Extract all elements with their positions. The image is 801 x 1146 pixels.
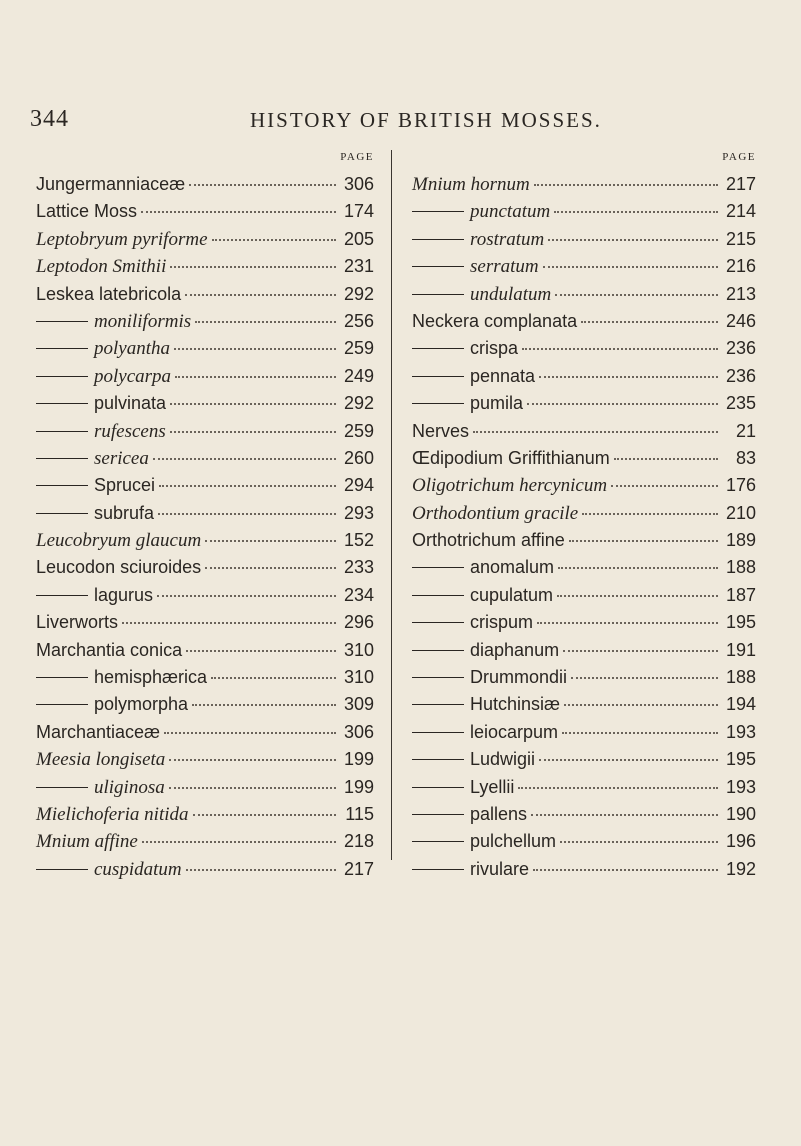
entry-name: undulatum xyxy=(470,283,552,305)
dot-leader xyxy=(189,184,336,186)
ditto-dash xyxy=(36,458,88,459)
entry-name: diaphanum xyxy=(470,639,560,660)
entry-name: Liverworts xyxy=(36,612,119,633)
dot-leader xyxy=(473,431,718,433)
dot-leader xyxy=(555,294,718,296)
ditto-dash xyxy=(36,485,88,486)
dot-leader xyxy=(170,431,336,433)
ditto-dash xyxy=(412,567,464,568)
dot-leader xyxy=(531,814,718,816)
index-entry xyxy=(412,335,756,362)
entry-name: Mnium hornum xyxy=(412,174,530,195)
entry-page-number: 115 xyxy=(345,803,374,824)
dot-leader xyxy=(170,266,336,268)
entry-name: Oligotrichum hercynicum xyxy=(412,475,608,497)
entry-name: Mnium affine xyxy=(36,831,138,853)
index-entry xyxy=(36,281,374,308)
ditto-dash xyxy=(36,321,88,322)
entry-page-number: 234 xyxy=(343,584,374,605)
column-divider xyxy=(391,150,392,860)
entry-name: Ludwigii xyxy=(470,749,536,770)
ditto-dash xyxy=(412,595,464,596)
entry-name: Marchantia conica xyxy=(36,639,183,660)
entry-page-number: 294 xyxy=(343,475,374,496)
dot-leader xyxy=(186,650,336,652)
entry-page-number: 306 xyxy=(343,174,374,194)
entry-page-number: 193 xyxy=(725,721,756,742)
index-entry-list xyxy=(36,171,374,883)
entry-name: crispum xyxy=(470,612,534,633)
dot-leader xyxy=(175,376,336,378)
entry-page-number: 246 xyxy=(725,310,756,331)
entry-name: Meesia longiseta xyxy=(36,749,166,771)
entry-page-number: 296 xyxy=(343,612,374,633)
index-entry xyxy=(412,554,756,581)
entry-name: cuspidatum xyxy=(94,858,182,880)
entry-page-number: 199 xyxy=(343,749,374,770)
entry-page-number: 217 xyxy=(725,174,756,194)
entry-page-number: 293 xyxy=(343,502,374,523)
index-entry xyxy=(36,527,374,554)
ditto-dash xyxy=(36,595,88,596)
dot-leader xyxy=(533,869,718,871)
ditto-dash xyxy=(36,403,88,404)
dot-leader xyxy=(537,622,718,624)
entry-page-number: 195 xyxy=(725,749,756,770)
entry-name: pennata xyxy=(470,365,536,386)
entry-name: punctatum xyxy=(470,201,551,223)
entry-page-number: 210 xyxy=(725,502,756,523)
dot-leader xyxy=(560,841,718,843)
index-entry xyxy=(412,226,756,253)
entry-page-number: 233 xyxy=(343,557,374,578)
dot-leader xyxy=(174,348,336,350)
entry-name: polycarpa xyxy=(94,365,172,387)
index-entry xyxy=(412,253,756,280)
entry-page-number: 152 xyxy=(343,530,374,551)
entry-page-number: 259 xyxy=(343,338,374,359)
index-entry xyxy=(36,418,374,445)
index-column-right xyxy=(412,148,756,883)
entry-page-number: 235 xyxy=(725,393,756,414)
entry-name: serratum xyxy=(470,256,539,278)
dot-leader xyxy=(169,787,336,789)
entry-page-number: 310 xyxy=(343,667,374,688)
entry-page-number: 174 xyxy=(343,201,374,222)
ditto-dash xyxy=(412,266,464,267)
index-entry xyxy=(412,828,756,855)
entry-name: Hutchinsiæ xyxy=(470,694,561,715)
dot-leader xyxy=(557,595,718,597)
index-entry xyxy=(412,472,756,499)
index-entry xyxy=(412,418,756,445)
dot-leader xyxy=(518,787,718,789)
dot-leader xyxy=(212,239,336,241)
dot-leader xyxy=(170,403,336,405)
dot-leader xyxy=(539,759,718,761)
index-entry xyxy=(36,390,374,417)
index-entry xyxy=(36,856,374,883)
index-entry xyxy=(412,719,756,746)
entry-page-number: 188 xyxy=(725,667,756,688)
dot-leader xyxy=(153,458,336,460)
entry-page-number: 249 xyxy=(343,365,374,386)
index-entry xyxy=(36,554,374,581)
index-entry xyxy=(36,472,374,499)
entry-page-number: 259 xyxy=(343,420,374,441)
entry-page-number: 193 xyxy=(725,776,756,797)
index-entry xyxy=(36,637,374,664)
ditto-dash xyxy=(412,841,464,842)
entry-name: Leskea latebricola xyxy=(36,283,182,304)
entry-name: moniliformis xyxy=(94,310,192,332)
dot-leader xyxy=(558,567,718,569)
ditto-dash xyxy=(412,376,464,377)
index-entry xyxy=(36,664,374,691)
ditto-dash xyxy=(412,677,464,678)
ditto-dash xyxy=(412,732,464,733)
entry-name: polyantha xyxy=(94,338,170,360)
index-column-left xyxy=(36,148,374,883)
dot-leader xyxy=(534,184,718,186)
dot-leader xyxy=(185,294,336,296)
ditto-dash xyxy=(412,759,464,760)
entry-name: Drummondii xyxy=(470,667,568,688)
dot-leader xyxy=(205,567,336,569)
index-entry-list xyxy=(412,171,756,883)
index-entry xyxy=(36,363,374,390)
index-entry xyxy=(412,445,756,472)
dot-leader xyxy=(539,376,718,378)
ditto-dash xyxy=(36,677,88,678)
index-entry xyxy=(412,691,756,718)
entry-name: pumila xyxy=(470,393,524,414)
dot-leader xyxy=(186,869,336,871)
entry-name: pulvinata xyxy=(94,393,167,414)
entry-name: leiocarpum xyxy=(470,721,559,742)
dot-leader xyxy=(122,622,336,624)
entry-name: Orthodontium gracile xyxy=(412,502,579,524)
entry-page-number: 195 xyxy=(725,612,756,633)
dot-leader xyxy=(169,759,336,761)
index-entry xyxy=(412,856,756,883)
index-entry xyxy=(412,171,756,198)
index-entry xyxy=(36,828,374,855)
dot-leader xyxy=(562,732,718,734)
entry-page-number: 83 xyxy=(735,447,756,468)
dot-leader xyxy=(141,211,336,213)
entry-name: Œdipodium Griffithianum xyxy=(412,447,610,468)
entry-page-number: 215 xyxy=(725,228,756,249)
entry-name: polymorpha xyxy=(94,694,189,715)
dot-leader xyxy=(543,266,718,268)
ditto-dash xyxy=(36,348,88,349)
index-entry xyxy=(412,801,756,828)
entry-page-number: 187 xyxy=(725,584,756,605)
ditto-dash xyxy=(412,348,464,349)
dot-leader xyxy=(157,595,336,597)
entry-page-number: 190 xyxy=(725,803,756,824)
index-entry xyxy=(412,198,756,225)
dot-leader xyxy=(158,513,336,515)
ditto-dash xyxy=(412,814,464,815)
entry-name: Neckera complanata xyxy=(412,310,578,331)
entry-page-number: 21 xyxy=(735,420,756,441)
dot-leader xyxy=(563,650,718,652)
entry-name: Leucobryum glaucum xyxy=(36,530,202,552)
index-entry xyxy=(36,719,374,746)
index-entry xyxy=(36,253,374,280)
ditto-dash xyxy=(36,376,88,377)
entry-name: Marchantiaceæ xyxy=(36,721,161,742)
index-entry xyxy=(36,171,374,198)
entry-name: Leucodon sciuroides xyxy=(36,557,202,578)
entry-name: sericea xyxy=(94,447,149,469)
entry-name: crispa xyxy=(470,338,519,359)
entry-name: rostratum xyxy=(470,228,545,250)
index-entry xyxy=(412,527,756,554)
entry-page-number: 199 xyxy=(343,776,374,797)
index-entry xyxy=(36,198,374,225)
index-entry xyxy=(412,363,756,390)
index-entry xyxy=(412,637,756,664)
entry-name: lagurus xyxy=(94,584,154,605)
entry-name: anomalum xyxy=(470,557,555,578)
dot-leader xyxy=(554,211,718,213)
dot-leader xyxy=(192,704,336,706)
ditto-dash xyxy=(412,239,464,240)
index-entry xyxy=(412,746,756,773)
running-head xyxy=(0,106,801,136)
page-column-header: PAGE xyxy=(722,151,756,163)
index-entry xyxy=(36,609,374,636)
index-entry xyxy=(412,774,756,801)
index-entry xyxy=(412,664,756,691)
entry-name: pulchellum xyxy=(470,831,557,852)
dot-leader xyxy=(193,814,336,816)
index-entry xyxy=(36,582,374,609)
entry-name: hemisphærica xyxy=(94,667,208,688)
entry-name: pallens xyxy=(470,803,528,824)
entry-page-number: 214 xyxy=(725,201,756,222)
entry-name: Orthotrichum affine xyxy=(412,530,565,551)
index-entry xyxy=(36,691,374,718)
index-entry xyxy=(36,500,374,527)
entry-page-number: 188 xyxy=(725,557,756,578)
dot-leader xyxy=(571,677,718,679)
entry-name: Sprucei xyxy=(94,475,156,496)
page-number: 344 xyxy=(30,106,69,132)
entry-page-number: 292 xyxy=(343,283,374,304)
entry-page-number: 176 xyxy=(725,475,756,496)
entry-name: Nerves xyxy=(412,420,470,441)
entry-page-number: 213 xyxy=(725,283,756,304)
dot-leader xyxy=(564,704,718,706)
entry-name: Lyellii xyxy=(470,776,515,797)
entry-page-number: 216 xyxy=(725,256,756,277)
entry-page-number: 194 xyxy=(725,694,756,715)
index-entry xyxy=(412,390,756,417)
dot-leader xyxy=(522,348,718,350)
entry-page-number: 217 xyxy=(343,858,374,879)
ditto-dash xyxy=(36,787,88,788)
dot-leader xyxy=(159,485,336,487)
dot-leader xyxy=(195,321,336,323)
index-entry xyxy=(412,500,756,527)
page-column-header: PAGE xyxy=(340,151,374,163)
index-entry xyxy=(36,226,374,253)
dot-leader xyxy=(142,841,336,843)
dot-leader xyxy=(164,732,336,734)
index-entry xyxy=(412,308,756,335)
ditto-dash xyxy=(412,869,464,870)
entry-page-number: 306 xyxy=(343,721,374,742)
ditto-dash xyxy=(412,211,464,212)
entry-page-number: 218 xyxy=(343,831,374,852)
ditto-dash xyxy=(36,704,88,705)
ditto-dash xyxy=(412,403,464,404)
dot-leader xyxy=(569,540,718,542)
entry-name: uliginosa xyxy=(94,776,165,798)
ditto-dash xyxy=(412,294,464,295)
entry-name: Lattice Moss xyxy=(36,201,138,222)
entry-name: rufescens xyxy=(94,420,166,442)
entry-page-number: 310 xyxy=(343,639,374,660)
page-title: HISTORY OF BRITISH MOSSES. xyxy=(250,108,602,132)
entry-name: Mielichoferia nitida xyxy=(36,803,189,825)
entry-name: Leptodon Smithii xyxy=(36,256,167,278)
entry-page-number: 309 xyxy=(343,694,374,715)
ditto-dash xyxy=(36,869,88,870)
entry-page-number: 192 xyxy=(725,858,756,879)
index-entry xyxy=(36,445,374,472)
dot-leader xyxy=(614,458,718,460)
entry-page-number: 260 xyxy=(343,447,374,468)
dot-leader xyxy=(527,403,718,405)
entry-page-number: 231 xyxy=(343,256,374,277)
entry-page-number: 236 xyxy=(725,338,756,359)
entry-name: cupulatum xyxy=(470,584,554,605)
ditto-dash xyxy=(412,622,464,623)
index-entry xyxy=(36,335,374,362)
entry-name: rivulare xyxy=(470,858,530,879)
index-entry xyxy=(36,308,374,335)
ditto-dash xyxy=(412,650,464,651)
index-entry xyxy=(36,801,374,828)
entry-page-number: 292 xyxy=(343,393,374,414)
entry-name: subrufa xyxy=(94,502,155,523)
dot-leader xyxy=(205,540,336,542)
dot-leader xyxy=(211,677,336,679)
entry-page-number: 256 xyxy=(343,310,374,331)
entry-page-number: 191 xyxy=(725,639,756,660)
entry-name: Leptobryum pyriforme xyxy=(36,228,208,250)
ditto-dash xyxy=(412,787,464,788)
dot-leader xyxy=(611,485,718,487)
index-entry xyxy=(412,582,756,609)
entry-page-number: 196 xyxy=(725,831,756,852)
dot-leader xyxy=(581,321,718,323)
entry-name: Jungermanniaceæ xyxy=(36,174,186,194)
entry-page-number: 189 xyxy=(725,530,756,551)
index-entry xyxy=(36,746,374,773)
dot-leader xyxy=(582,513,718,515)
ditto-dash xyxy=(36,431,88,432)
entry-page-number: 236 xyxy=(725,365,756,386)
ditto-dash xyxy=(412,704,464,705)
entry-page-number: 205 xyxy=(343,228,374,249)
dot-leader xyxy=(548,239,718,241)
index-entry xyxy=(412,281,756,308)
ditto-dash xyxy=(36,513,88,514)
index-entry xyxy=(412,609,756,636)
index-entry xyxy=(36,774,374,801)
